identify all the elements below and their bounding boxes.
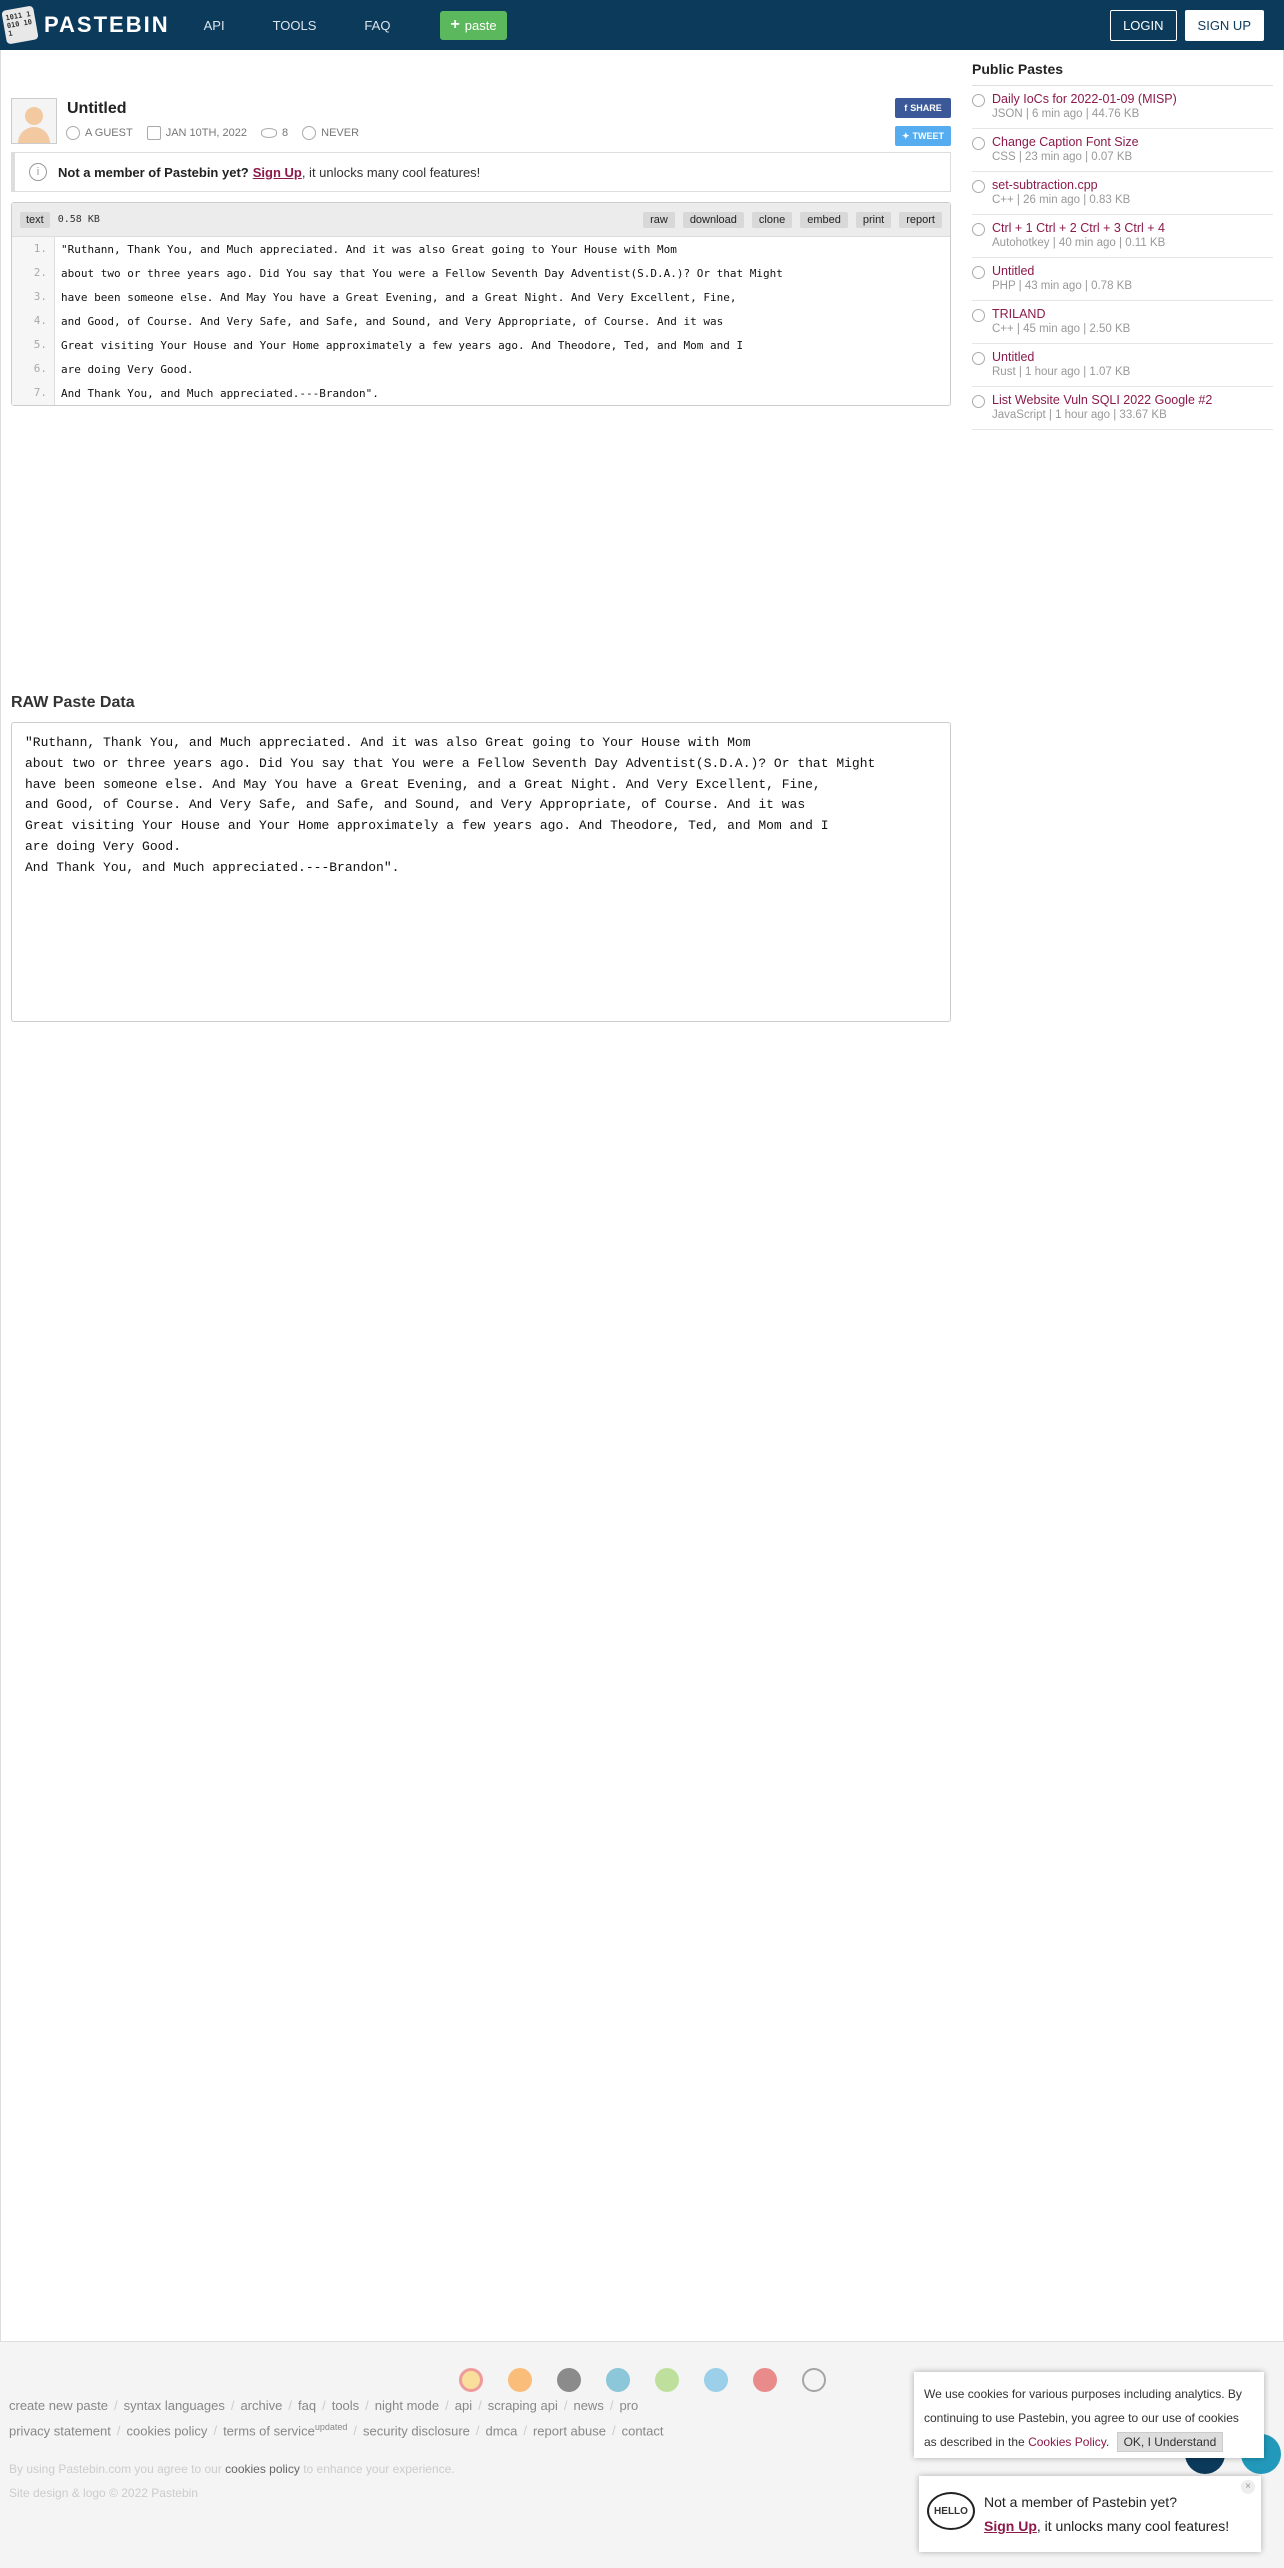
- raw-button[interactable]: raw: [643, 212, 675, 228]
- globe-icon: [972, 94, 985, 107]
- report-button[interactable]: report: [899, 212, 942, 228]
- clone-button[interactable]: clone: [752, 212, 792, 228]
- main-nav: [204, 11, 507, 40]
- cookie-ok-button[interactable]: OK, I Understand: [1117, 2432, 1224, 2452]
- public-paste-meta: CSS | 23 min ago | 0.07 KB: [992, 151, 1133, 163]
- signup-notice: [11, 152, 951, 192]
- globe-icon: [972, 137, 985, 150]
- code-lines: [12, 237, 950, 405]
- code-line: 4. and Good, of Course. And Very Safe, and Safe, and Sound, and Very Appropriate, of Course. And it was: [12, 309, 950, 333]
- notice-bold: Not a member of Pastebin yet?: [58, 164, 249, 180]
- code-box: [11, 202, 951, 406]
- new-paste-button[interactable]: [440, 11, 506, 40]
- facebook-share-button[interactable]: f SHARE: [895, 98, 951, 118]
- public-pastes-sidebar: [972, 61, 1273, 430]
- footer-link[interactable]: security disclosure: [362, 2423, 470, 2439]
- nav-tools[interactable]: TOOLS: [272, 17, 317, 33]
- globe-icon: [972, 266, 985, 279]
- android-icon[interactable]: [655, 2368, 679, 2392]
- logo-icon: 1011 1010 101: [1, 5, 38, 44]
- public-paste-item[interactable]: [972, 172, 1273, 215]
- paste-date: JAN 10TH, 2022: [165, 127, 248, 139]
- nav-faq[interactable]: FAQ: [364, 17, 391, 33]
- auth-buttons: [1110, 10, 1264, 41]
- code-line: 7. And Thank You, and Much appreciated.---Brandon".: [12, 381, 950, 405]
- footer-link[interactable]: archive: [240, 2398, 283, 2413]
- user-icon: [66, 126, 80, 140]
- login-button[interactable]: LOGIN: [1110, 10, 1176, 41]
- raw-paste-title: RAW Paste Data: [11, 694, 135, 711]
- linux-icon[interactable]: [802, 2368, 826, 2392]
- paste-size: 0.58 KB: [57, 214, 100, 225]
- code-tools: [643, 212, 942, 228]
- public-paste-meta: C++ | 26 min ago | 0.83 KB: [992, 194, 1131, 206]
- footer-link[interactable]: create new paste: [9, 2398, 109, 2413]
- public-paste-title[interactable]: Change Caption Font Size: [992, 135, 1139, 149]
- footer-link[interactable]: dmca: [485, 2423, 518, 2439]
- notice-signup-link[interactable]: Sign Up: [252, 164, 302, 180]
- code-line: 1. "Ruthann, Thank You, and Much appreciated. And it was also Great going to Your House with Mom: [12, 237, 950, 261]
- footer-link[interactable]: news: [573, 2398, 604, 2413]
- globe-icon: [972, 352, 985, 365]
- footer-note: By using Pastebin.com you agree to our cookies policy to enhance your experience.: [9, 2462, 455, 2476]
- globe-icon: [972, 223, 985, 236]
- cookie-text: We use cookies for various purposes including analytics. By continuing to use Pastebin, you agree to our use of cookies as described in the: [924, 2387, 1242, 2449]
- facebook-icon: f: [904, 103, 908, 113]
- twitter-icon: ✦: [901, 130, 910, 141]
- footer-link[interactable]: faq: [298, 2398, 317, 2413]
- footer-link[interactable]: cookies policy: [126, 2423, 208, 2439]
- copyright: Site design & logo © 2022 Pastebin: [9, 2486, 198, 2500]
- paste-content: [11, 96, 951, 406]
- ios-icon[interactable]: [557, 2368, 581, 2392]
- globe-icon: [972, 180, 985, 193]
- paste-title: Untitled: [67, 100, 127, 117]
- public-paste-meta: Rust | 1 hour ago | 1.07 KB: [992, 366, 1131, 378]
- logo-text: PASTEBIN: [44, 12, 170, 37]
- eye-icon: [261, 128, 277, 138]
- code-toolbar: [12, 203, 950, 237]
- paste-header: [11, 96, 951, 152]
- public-paste-item[interactable]: [972, 387, 1273, 430]
- footer-links-secondary: privacy statement / cookies policy / terms of service$^{updated}$ / security disclosure / dmca / report abuse / contact: [9, 2422, 664, 2439]
- close-icon[interactable]: ×: [1241, 2480, 1255, 2494]
- firefox-icon[interactable]: [508, 2368, 532, 2392]
- public-paste-meta: PHP | 43 min ago | 0.78 KB: [992, 280, 1133, 292]
- public-paste-title[interactable]: set-subtraction.cpp: [992, 178, 1098, 192]
- windows-icon[interactable]: [606, 2368, 630, 2392]
- paste-author[interactable]: A GUEST: [85, 127, 133, 139]
- sidebar-title: Public Pastes: [972, 61, 1273, 86]
- public-paste-item[interactable]: [972, 129, 1273, 172]
- plus-icon: +: [450, 16, 460, 33]
- footer-link[interactable]: syntax languages: [123, 2398, 225, 2413]
- download-button[interactable]: download: [683, 212, 744, 228]
- notice-rest: , it unlocks many cool features!: [301, 164, 481, 180]
- public-paste-title[interactable]: TRILAND: [992, 307, 1046, 321]
- public-paste-item[interactable]: [972, 301, 1273, 344]
- public-paste-item[interactable]: [972, 215, 1273, 258]
- globe-icon: [972, 395, 985, 408]
- opera-icon[interactable]: [753, 2368, 777, 2392]
- public-paste-meta: Autohotkey | 40 min ago | 0.11 KB: [992, 237, 1166, 249]
- logo[interactable]: [4, 8, 170, 42]
- hello-icon: HELLO: [927, 2492, 975, 2530]
- public-paste-item[interactable]: [972, 344, 1273, 387]
- public-paste-title[interactable]: Untitled: [992, 264, 1035, 278]
- signup-popup: HELLO Not a member of Pastebin yet? Sign Up, it unlocks many cool features! ×: [919, 2476, 1261, 2552]
- footer-link[interactable]: api: [454, 2398, 473, 2413]
- public-paste-title[interactable]: Ctrl + 1 Ctrl + 2 Ctrl + 3 Ctrl + 4: [992, 221, 1165, 235]
- popup-line1: Not a member of Pastebin yet?: [984, 2494, 1177, 2510]
- top-navbar: [0, 0, 1284, 50]
- new-paste-label: paste: [464, 17, 497, 33]
- popup-signup-link[interactable]: Sign Up: [984, 2518, 1037, 2534]
- footer-link[interactable]: tools: [331, 2398, 360, 2413]
- info-icon: i: [29, 163, 47, 181]
- public-paste-title[interactable]: Daily IoCs for 2022-01-09 (MISP): [992, 92, 1177, 106]
- public-paste-meta: JSON | 6 min ago | 44.76 KB: [992, 108, 1140, 120]
- avatar[interactable]: [11, 98, 57, 144]
- code-line: 5. Great visiting Your House and Your Home approximately a few years ago. And Theodore, Ted, and Mom and I: [12, 333, 950, 357]
- print-button[interactable]: print: [856, 212, 891, 228]
- footer-link[interactable]: terms of service: [223, 2423, 315, 2439]
- footer-link[interactable]: night mode: [374, 2398, 440, 2413]
- code-line: 6. are doing Very Good.: [12, 357, 950, 381]
- public-paste-item[interactable]: [972, 258, 1273, 301]
- clock-icon: [302, 126, 316, 140]
- footer-link[interactable]: report abuse: [532, 2423, 606, 2439]
- footer-link[interactable]: scraping api: [487, 2398, 558, 2413]
- public-paste-meta: C++ | 45 min ago | 2.50 KB: [992, 323, 1131, 335]
- chrome-icon[interactable]: [459, 2368, 483, 2392]
- paste-meta: [66, 126, 373, 140]
- share-buttons: [895, 98, 951, 146]
- code-line: 3. have been someone else. And May You have a Great Evening, and a Great Night. And Very Excellent, Fine,: [12, 285, 950, 309]
- twitter-tweet-button[interactable]: ✦ TWEET: [895, 126, 951, 146]
- footer-links-primary: create new paste / syntax languages / archive / faq / tools / night mode / api / scraping api / news / pro: [9, 2398, 639, 2413]
- footer-link[interactable]: contact: [621, 2423, 664, 2439]
- paste-views: 8: [282, 127, 289, 139]
- updated-badge: updated: [314, 2422, 348, 2432]
- public-paste-title[interactable]: Untitled: [992, 350, 1035, 364]
- public-paste-title[interactable]: List Website Vuln SQLI 2022 Google #2: [992, 393, 1213, 407]
- cookie-policy-link[interactable]: Cookies Policy: [1028, 2435, 1106, 2449]
- signup-button[interactable]: SIGN UP: [1185, 10, 1264, 41]
- public-paste-meta: JavaScript | 1 hour ago | 33.67 KB: [992, 409, 1167, 421]
- embed-button[interactable]: embed: [800, 212, 848, 228]
- cookie-banner: We use cookies for various purposes including analytics. By continuing to use Pastebin, you agree to our use of cookies as described in the Cookies Policy. OK, I Understand: [914, 2372, 1264, 2458]
- nav-api[interactable]: API: [203, 17, 225, 33]
- syntax-tag[interactable]: text: [20, 212, 50, 228]
- cookies-policy-link[interactable]: cookies policy: [225, 2462, 300, 2476]
- footer-link[interactable]: pro: [619, 2398, 639, 2413]
- paste-expiry: NEVER: [321, 127, 360, 139]
- globe-icon: [972, 309, 985, 322]
- code-line: 2. about two or three years ago. Did You say that You were a Fellow Seventh Day Adventist(S.D.A.)? Or that Might: [12, 261, 950, 285]
- footer-link[interactable]: privacy statement: [9, 2423, 111, 2439]
- public-paste-item[interactable]: [972, 86, 1273, 129]
- macos-icon[interactable]: [704, 2368, 728, 2392]
- calendar-icon: [147, 126, 161, 140]
- raw-paste-textarea[interactable]: "Ruthann, Thank You, and Much appreciated. And it was also Great going to Your House with Mom about two or three years ago. Did You say that You were a Fellow Seventh Day Adventist(S.D.A.)? Or that Might have been someone else. And May You have a Great Evening, and a Great Night. And Very Excellent, Fine, and Good, of Course. And Very Safe, and Safe, and Sound, and Very Appropriate, of Course. And it was Great visiting Your House and Your Home approximately a few years ago. And Theodore, Ted, and Mom and I are doing Very Good. And Thank You, and Much appreciated.---Brandon".: [11, 722, 951, 1022]
